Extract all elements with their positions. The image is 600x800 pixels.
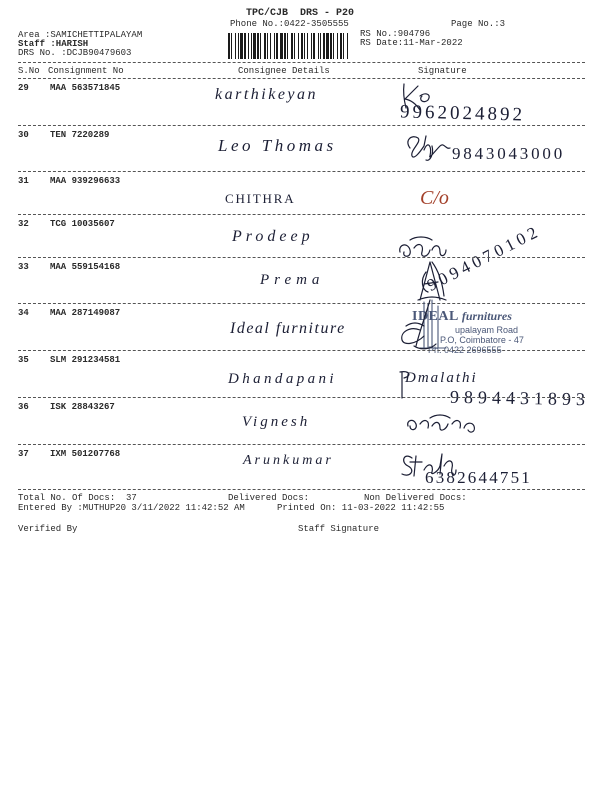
consignment-number: IXM 501207768 (50, 449, 121, 459)
barcode-bar (253, 33, 256, 59)
barcode-bar (260, 33, 261, 59)
barcode-bar (270, 33, 271, 59)
serial-number: 31 (18, 176, 29, 186)
consignee-name: Arunkumar (243, 453, 334, 468)
barcode-bar (248, 33, 249, 59)
barcode-bar (251, 33, 252, 59)
drs-number: DRS No. :DCJB90479603 (18, 48, 132, 58)
stamp-address-line2: P.O, Coimbatore - 47 (440, 335, 524, 345)
staff-signature-label: Staff Signature (298, 524, 380, 534)
consignment-number: ISK 28843267 (50, 402, 115, 412)
receiver-phone: 9094070102 (423, 221, 544, 295)
barcode-bar (347, 33, 348, 59)
area-field: Area :SAMICHETTIPALAYAM (18, 30, 143, 40)
consignee-name: Prodeep (232, 228, 314, 245)
serial-number: 34 (18, 308, 29, 318)
sheet-title: TPC/CJB DRS - P20 (246, 8, 355, 19)
serial-number: 29 (18, 83, 29, 93)
barcode-bar (276, 33, 278, 59)
serial-number: 35 (18, 355, 29, 365)
barcode-bar (240, 33, 243, 59)
column-header-consignment: Consignment No (48, 66, 124, 76)
divider (18, 62, 585, 63)
rs-date: RS Date:11-Mar-2022 (360, 38, 463, 48)
barcode-bar (330, 33, 332, 59)
rs-number: RS No.:904796 (360, 29, 431, 39)
table-row (0, 172, 600, 215)
consignment-number: MAA 939296633 (50, 176, 121, 186)
consignee-name: Prema (260, 272, 325, 288)
table-row (0, 79, 600, 126)
total-docs-value: 37 (126, 493, 137, 503)
consignee-name: Dhandapani (228, 371, 337, 387)
barcode-bar (291, 33, 293, 59)
receiver-phone: 9962024892 (399, 101, 526, 126)
printed-on: Printed On: 11-03-2022 11:42:55 (277, 503, 445, 513)
barcode-bar (294, 33, 295, 59)
column-header-signature: Signature (418, 66, 467, 76)
entered-by: Entered By :MUTHUP20 3/11/2022 11:42:52 AM (18, 503, 245, 513)
barcode-bar (264, 33, 266, 59)
stamp-name-bold: IDEAL (412, 309, 459, 324)
table-row (0, 304, 600, 355)
barcode (228, 33, 350, 59)
stamp-name-rest: furnitures (458, 309, 512, 323)
consignee-name: karthikeyan (215, 86, 319, 103)
consignment-number: TEN 7220289 (50, 130, 110, 140)
receiver-phone: 6382644751 (425, 468, 532, 487)
barcode-bar (320, 33, 321, 59)
stamp-phone: Ph. 0422 2696555 (428, 345, 502, 355)
barcode-bar (313, 33, 315, 59)
staff-field: Staff :HARISH (18, 39, 89, 49)
non-delivered-docs-label: Non Delivered Docs: (364, 493, 467, 503)
column-header-consignee: Consignee Details (238, 66, 330, 76)
barcode-bar (323, 33, 325, 59)
serial-number: 30 (18, 130, 29, 140)
barcode-bar (267, 33, 268, 59)
consignment-number: MAA 287149087 (50, 308, 121, 318)
barcode-bar (307, 33, 308, 59)
barcode-bar (304, 33, 305, 59)
barcode-bar (318, 33, 319, 59)
barcode-bar (280, 33, 283, 59)
barcode-bar (301, 33, 303, 59)
verified-by-label: Verified By (18, 524, 78, 534)
barcode-bar (257, 33, 259, 59)
consignment-number: MAA 559154168 (50, 262, 121, 272)
barcode-bar (343, 33, 344, 59)
page-number: Page No.:3 (451, 19, 506, 29)
barcode-bar (284, 33, 286, 59)
consignment-number: TCG 10035607 (50, 219, 115, 229)
barcode-bar (337, 33, 338, 59)
total-docs-label: Total No. Of Docs: (18, 493, 116, 503)
signature-note: C/o (420, 187, 449, 209)
barcode-bar (311, 33, 312, 59)
consignment-number: MAA 563571845 (50, 83, 121, 93)
table-row (0, 445, 600, 490)
consignee-name: CHITHRA (225, 191, 296, 206)
column-header-sno: S.No (18, 66, 40, 76)
table-row (0, 126, 600, 172)
barcode-bar (231, 33, 232, 59)
barcode-bar (235, 33, 236, 59)
consignment-number: SLM 291234581 (50, 355, 121, 365)
barcode-bar (238, 33, 239, 59)
barcode-bar (333, 33, 334, 59)
table-row (0, 258, 600, 304)
table-row (0, 398, 600, 445)
barcode-bar (326, 33, 329, 59)
serial-number: 36 (18, 402, 29, 412)
serial-number: 32 (18, 219, 29, 229)
barcode-bar (244, 33, 246, 59)
stamp-address-line1: upalayam Road (455, 325, 519, 335)
barcode-bar (340, 33, 342, 59)
signature-name: Dmalathi (405, 370, 478, 386)
barcode-bar (274, 33, 275, 59)
receiver-phone: 9843043000 (452, 144, 565, 163)
phone-number: Phone No.:0422-3505555 (230, 19, 349, 29)
receiver-phone: 9894431893 (449, 386, 591, 410)
barcode-bar (298, 33, 299, 59)
serial-number: 33 (18, 262, 29, 272)
delivered-docs-label: Delivered Docs: (228, 493, 310, 503)
consignee-name: Ideal furniture (230, 320, 346, 337)
consignee-name: Leo Thomas (218, 136, 337, 155)
barcode-bar (228, 33, 230, 59)
barcode-bar (287, 33, 288, 59)
consignee-name: Vignesh (242, 414, 311, 430)
serial-number: 37 (18, 449, 29, 459)
stamp-name (412, 310, 512, 324)
